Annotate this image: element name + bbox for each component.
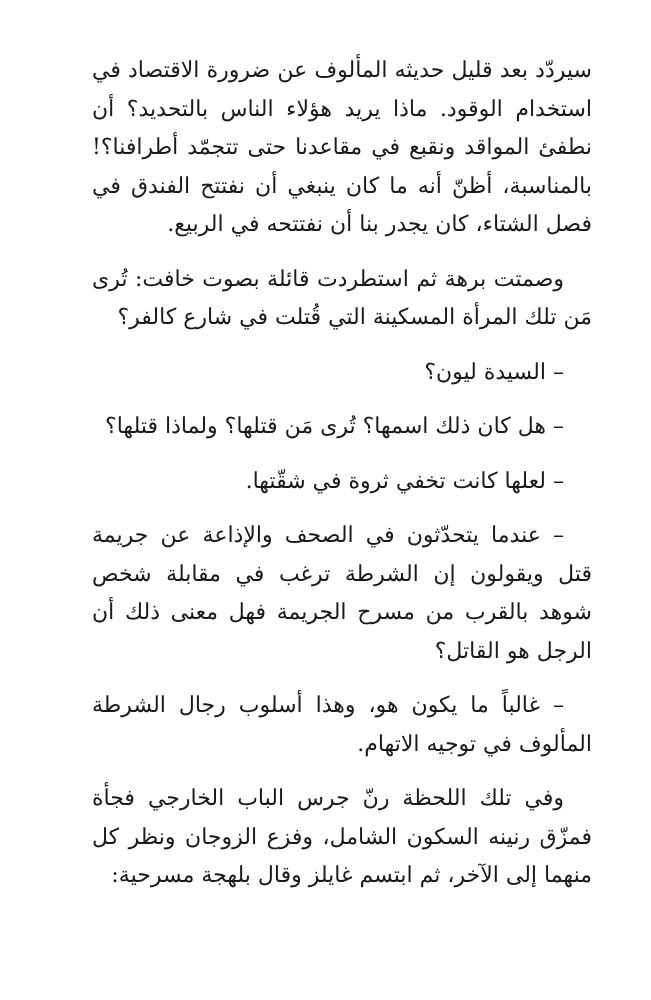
- dialogue-line-police-method: – غالباً ما يكون هو، وهذا أسلوب رجال الشرطة المألوف في توجيه الاتهام.: [92, 693, 592, 757]
- paragraph-doorbell: وفي تلك اللحظة رنّ جرس الباب الخارجي فجأة فمزّق رنينه السكون الشامل، وفزع الزوجان ونظر كل منهما إلى الآخر، ثم ابتسم غايلز وقال بلهجة مسرحية:: [92, 786, 592, 888]
- paragraph-murdered-woman: وصمتت برهة ثم استطردت قائلة بصوت خافت: تُرى مَن تلك المرأة المسكينة التي قُتلت في شارع كالفر؟: [92, 266, 592, 330]
- dialogue-line-newspapers: – عندما يتحدّثون في الصحف والإذاعة عن جريمة قتل ويقولون إن الشرطة ترغب في مقابلة شخص شوهد بالقرب من مسرح الجريمة فهل معنى ذلك أن الرجل هو القاتل؟: [92, 523, 592, 664]
- dialogue-line-who-killed-her: – هل كان ذلك اسمها؟ تُرى مَن قتلها؟ ولماذا قتلها؟: [105, 414, 564, 439]
- book-page: [92, 52, 592, 912]
- paragraph-fuel-economy: سيردّد بعد قليل حديثه المألوف عن ضرورة الاقتصاد في استخدام الوقود. ماذا يريد هؤلاء الناس بالتحديد؟ أن نطفئ المواقد ونقبع في مقاعدنا حتى تتجمّد أطرافنا؟! بالمناسبة، أظنّ أنه ما كان ينبغي أن نفتتح الفندق في فصل الشتاء، كان يجدر بنا أن نفتتحه في الربيع.: [92, 58, 592, 237]
- dialogue-line-mrs-lyon: – السيدة ليون؟: [424, 359, 564, 385]
- dialogue-line-fortune: – لعلها كانت تخفي ثروة في شقّتها.: [245, 468, 564, 494]
